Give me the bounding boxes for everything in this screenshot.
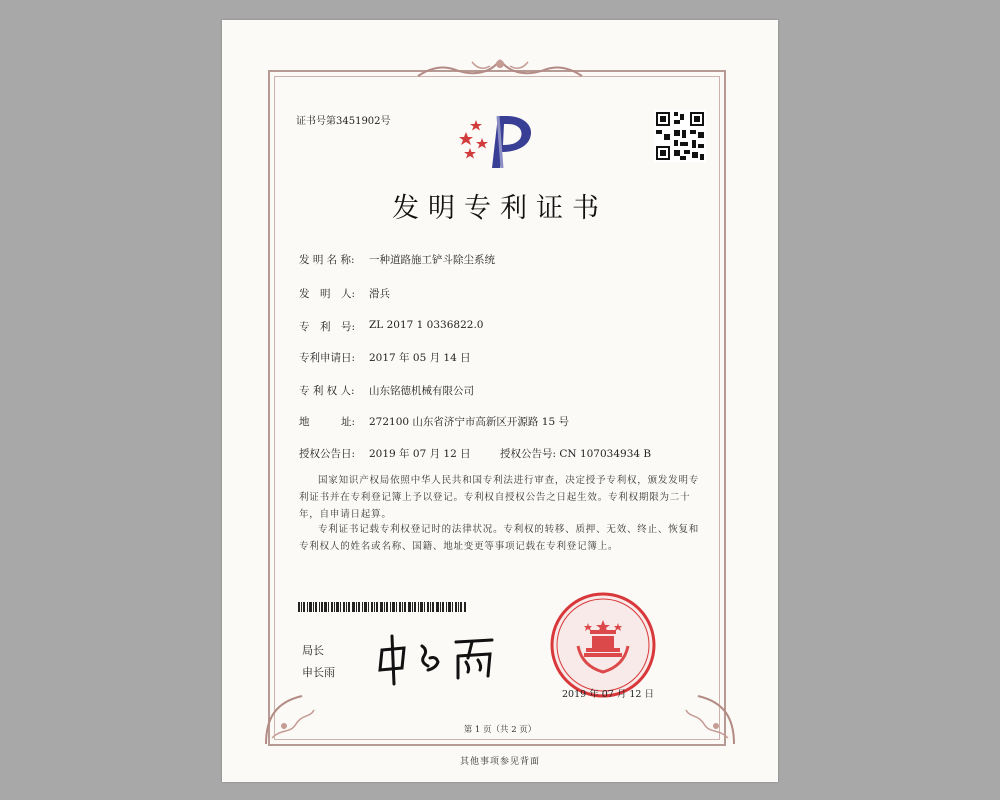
qr-code <box>654 110 706 162</box>
field-value: 272100 山东省济宁市高新区开源路 15 号 <box>369 416 569 428</box>
field-announcement-number <box>500 446 651 461</box>
barcode <box>298 602 466 612</box>
field-invention-name <box>299 252 495 267</box>
legal-paragraph-2: 专利证书记载专利权登记时的法律状况。专利权的转移、质押、无效、终止、恢复和专利权人的姓名或名称、国籍、地址变更等事项记载在专利登记簿上。 <box>299 524 700 552</box>
field-value: 2019 年 07 月 12 日 <box>369 448 471 460</box>
field-label: 授权公告日: <box>299 448 356 460</box>
field-value: 一种道路施工铲斗除尘系统 <box>369 254 495 266</box>
corner-ornament-bottom-right <box>682 688 738 748</box>
field-application-date <box>299 350 471 365</box>
certificate-number: 证书号第3451902号 <box>296 116 391 127</box>
field-value: CN 107034934 B <box>559 448 652 460</box>
certificate-title: 发明专利证书 <box>392 193 608 224</box>
field-value: 滑兵 <box>369 288 390 300</box>
field-label: 专 利 权 人: <box>299 385 355 397</box>
footer-note: 其他事项参见背面 <box>459 757 540 767</box>
director-title: 局长 <box>302 644 324 657</box>
field-grant-date <box>299 446 471 461</box>
field-address <box>299 414 569 429</box>
field-label: 发 明 人: <box>299 288 356 300</box>
field-label: 发 明 名 称: <box>299 254 355 266</box>
legal-paragraph-1: 国家知识产权局依照中华人民共和国专利法进行审查，决定授予专利权，颁发发明专利证书并在专利登记簿上予以登记。专利权自授权公告之日起生效。专利权期限为二十年，自申请日起算。 <box>299 475 700 520</box>
director-name: 申长雨 <box>302 666 335 679</box>
field-patent-number <box>299 319 483 334</box>
official-seal <box>548 590 658 700</box>
field-label: 专利申请日: <box>299 352 356 364</box>
corner-ornament-bottom-left <box>262 688 318 748</box>
field-value: 山东铭德机械有限公司 <box>369 385 474 397</box>
field-label: 地 址: <box>299 416 356 428</box>
field-value: ZL 2017 1 0336822.0 <box>369 319 484 331</box>
field-inventor <box>299 286 390 301</box>
top-ornament <box>412 56 588 82</box>
seal-date: 2019 年 07 月 12 日 <box>562 689 654 700</box>
cnipa-emblem-icon <box>458 112 538 170</box>
field-patentee <box>299 383 474 398</box>
director-signature <box>372 628 502 688</box>
page-number: 第 1 页（共 2 页） <box>463 725 537 735</box>
field-value: 2017 年 05 月 14 日 <box>369 352 471 364</box>
field-label: 授权公告号: <box>500 448 557 460</box>
field-label: 专 利 号: <box>299 321 356 333</box>
